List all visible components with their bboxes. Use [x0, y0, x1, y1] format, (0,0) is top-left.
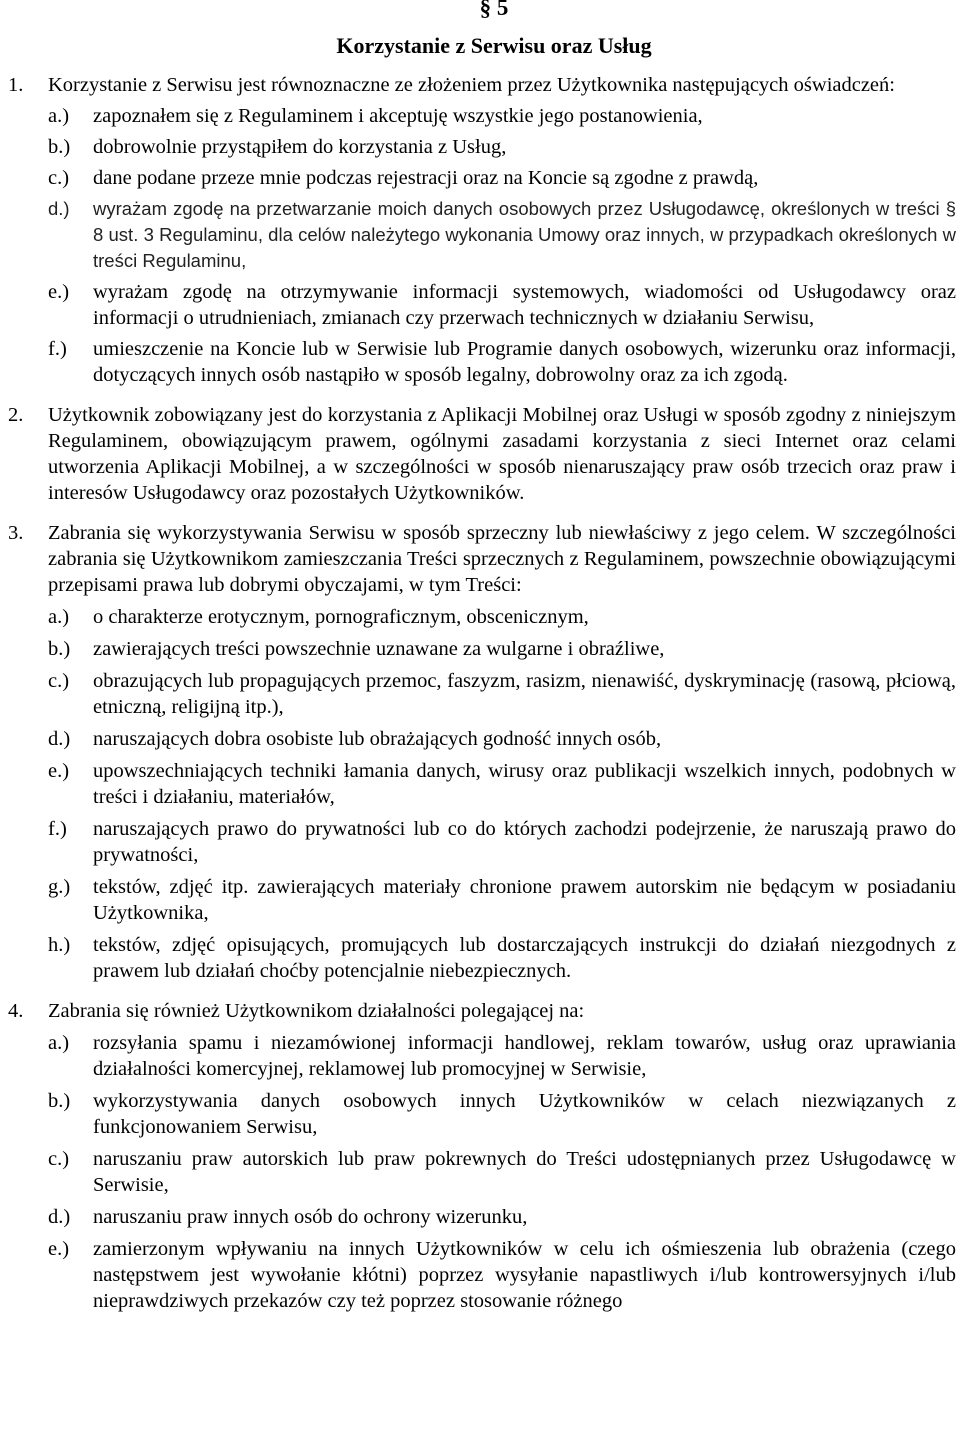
list-item-letter: d.) [48, 198, 70, 219]
list-item-letter: c.) [48, 1148, 70, 1170]
list-item-text: o charakterze erotycznym, pornograficznym, obscenicznym, [93, 606, 589, 628]
list-item-letter: c.) [48, 167, 70, 189]
paragraph-number: 3. [8, 522, 24, 544]
list-item-text: naruszających dobra osobiste lub obrażających godność innych osób, [93, 728, 662, 750]
list-item [8, 758, 956, 810]
paragraph-number: 4. [8, 1000, 24, 1022]
list-item-text: umieszczenie na Koncie lub w Serwisie lub Programie danych osobowych, wizerunku oraz informacji, dotyczących innych osób nastąpiło w sposób legalny, dobrowolny oraz za ich zgodą. [93, 338, 956, 386]
paragraph-2 [8, 402, 956, 506]
section-title: Korzystanie z Serwisu oraz Usług [336, 33, 652, 58]
list-item-text: naruszaniu praw autorskich lub praw pokrewnych do Treści udostępnianych przez Usługodawcę w Serwisie, [93, 1148, 956, 1196]
list-item [8, 668, 956, 720]
list-item-letter: a.) [48, 105, 70, 127]
list-item-text: obrazujących lub propagujących przemoc, faszyzm, rasizm, nienawiść, dyskryminację (rasową, płciową, etniczną, religijną itp.), [93, 670, 956, 718]
list-item-letter: e.) [48, 760, 70, 782]
list-item [8, 604, 956, 630]
list-item [8, 1030, 956, 1082]
list-item [8, 1088, 956, 1140]
list-item-letter: f.) [48, 338, 67, 360]
list-item [8, 816, 956, 868]
list-item-letter: h.) [48, 934, 71, 956]
paragraph-1 [8, 72, 956, 98]
list-item-letter: f.) [48, 818, 67, 840]
list-item-letter: b.) [48, 638, 71, 660]
paragraph-number: 2. [8, 404, 24, 426]
list-item [8, 134, 956, 160]
list-item-text: wyrażam zgodę na otrzymywanie informacji systemowych, wiadomości od Usługodawcy oraz informacji o utrudnieniach, zmianach czy przerwach technicznych w działaniu Serwisu, [93, 281, 956, 329]
document-page [8, 0, 956, 1314]
list-item [8, 1236, 956, 1314]
paragraph-4 [8, 998, 956, 1024]
list-item [8, 1146, 956, 1198]
list-item-letter: a.) [48, 1032, 70, 1054]
list-item-text: dane podane przeze mnie podczas rejestracji oraz na Koncie są zgodne z prawdą, [93, 167, 759, 189]
list-item [8, 636, 956, 662]
list-item [8, 279, 956, 331]
list-item [8, 165, 956, 191]
paragraph-3 [8, 520, 956, 598]
list-item-letter: e.) [48, 281, 70, 303]
list-item [8, 196, 956, 274]
list-item-text: tekstów, zdjęć opisujących, promujących lub dostarczających instrukcji do działań niezgodnych z prawem lub działań choćby potencjalnie niebezpiecznych. [93, 934, 956, 982]
list-item-letter: b.) [48, 1090, 71, 1112]
list-item-text: zapoznałem się z Regulaminem i akceptuję wszystkie jego postanowienia, [93, 105, 703, 127]
paragraph-text: Użytkownik zobowiązany jest do korzystania z Aplikacji Mobilnej oraz Usługi w sposób zgodny z niniejszym Regulaminem, obowiązującym prawem, ogólnymi zasadami korzystania z sieci Internet oraz celami utworzenia Aplikacji Mobilnej, a w szczególności w sposób nienaruszający praw osób trzecich oraz praw i interesów Usługodawcy oraz pozostałych Użytkowników. [48, 404, 956, 504]
list-item-text: tekstów, zdjęć itp. zawierających materiały chronione prawem autorskim nie będącym w posiadaniu Użytkownika, [93, 876, 956, 924]
list-item-text: wyrażam zgodę na przetwarzanie moich danych osobowych przez Usługodawcę, określonych w treści § 8 ust. 3 Regulaminu, dla celów należytego wykonania Umowy oraz innych, w przypadkach określonych w treści Regulaminu, [93, 198, 956, 271]
list-item [8, 1204, 956, 1230]
list-item-text: wykorzystywania danych osobowych innych Użytkowników w celach niezwiązanych z funkcjonowaniem Serwisu, [93, 1090, 956, 1138]
list-item [8, 103, 956, 129]
list-item-letter: g.) [48, 876, 71, 898]
paragraph-text: Zabrania się wykorzystywania Serwisu w sposób sprzeczny lub niewłaściwy z jego celem. W szczególności zabrania się Użytkownikom zamieszczania Treści sprzecznych z Regulaminem, powszechnie obowiązującymi przepisami prawa lub dobrymi obyczajami, w tym Treści: [48, 522, 956, 596]
list-item-text: zawierających treści powszechnie uznawane za wulgarne i obraźliwe, [93, 638, 665, 660]
list-item-letter: d.) [48, 1206, 71, 1228]
list-item [8, 726, 956, 752]
list-item [8, 336, 956, 388]
list-item-text: upowszechniających techniki łamania danych, wirusy oraz publikacji wszelkich innych, podobnych w treści i działaniu, materiałów, [93, 760, 956, 808]
paragraph-text: Korzystanie z Serwisu jest równoznaczne ze złożeniem przez Użytkownika następujących oświadczeń: [48, 74, 895, 96]
list-item-text: zamierzonym wpływaniu na innych Użytkowników w celu ich ośmieszenia lub obrażenia (czego następstwem jest wywołanie kłótni) poprzez wysyłanie napastliwych i/lub kontrowersyjnych i/lub nieprawdziwych przekazów czy też poprzez stosowanie różnego [93, 1238, 956, 1312]
paragraph-number: 1. [8, 74, 24, 96]
list-item-letter: a.) [48, 606, 70, 628]
list-item-text: naruszaniu praw innych osób do ochrony wizerunku, [93, 1206, 528, 1228]
list-item-text: rozsyłania spamu i niezamówionej informacji handlowej, reklam towarów, usług oraz uprawiania działalności komercyjnej, reklamowej lub promocyjnej w Serwisie, [93, 1032, 956, 1080]
list-item-text: dobrowolnie przystąpiłem do korzystania z Usług, [93, 136, 507, 158]
paragraph-text: Zabrania się również Użytkownikom działalności polegającej na: [48, 1000, 585, 1022]
list-item [8, 874, 956, 926]
list-item-letter: b.) [48, 136, 71, 158]
list-item-text: naruszających prawo do prywatności lub co do których zachodzi podejrzenie, że naruszają prawo do prywatności, [93, 818, 956, 866]
list-item-letter: c.) [48, 670, 70, 692]
list-item [8, 932, 956, 984]
section-symbol: § 5 [479, 0, 509, 20]
list-item-letter: d.) [48, 728, 71, 750]
list-item-letter: e.) [48, 1238, 70, 1260]
